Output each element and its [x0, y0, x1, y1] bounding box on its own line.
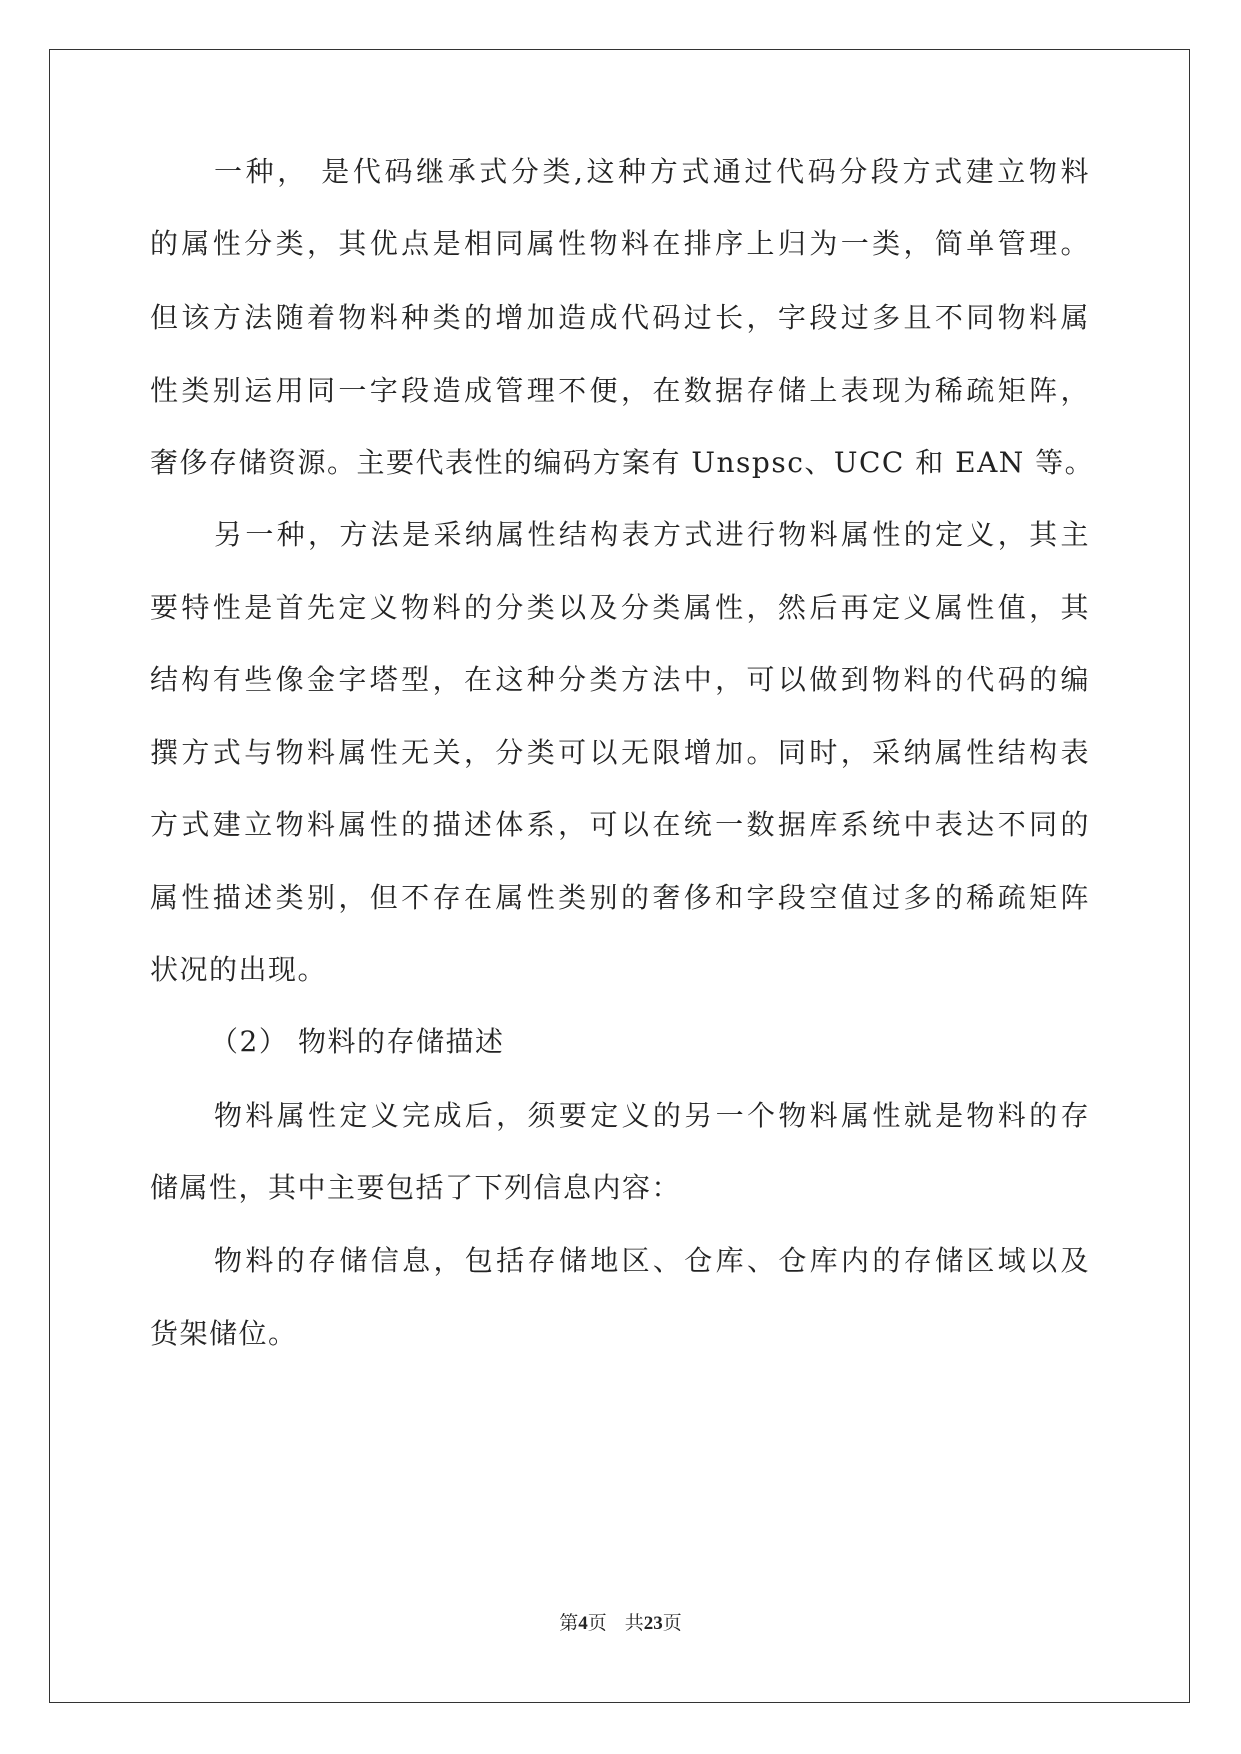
footer-page-number: 4: [578, 1613, 588, 1634]
section-heading-number: （2）: [210, 1025, 289, 1058]
section-heading: [210, 1022, 505, 1062]
paragraph-3-line-2: 储属性，其中主要包括了下列信息内容：: [150, 1171, 682, 1204]
footer-total-prefix: 共: [624, 1612, 644, 1634]
paragraph-2-line-7: 状况的出现。: [150, 953, 328, 986]
paragraph-2-line-1: 另一种，方法是采纳属性结构表方式进行物料属性的定义，其主: [214, 518, 1090, 551]
paragraph-1-line-2: 的属性分类，其优点是相同属性物料在排序上归为一类，简单管理。: [150, 227, 1090, 260]
footer-prefix: 第: [559, 1612, 579, 1634]
paragraph-2-line-2: 要特性是首先定义物料的分类以及分类属性，然后再定义属性值，其: [150, 591, 1090, 624]
paragraph-2-line-5: 方式建立物料属性的描述体系，可以在统一数据库系统中表达不同的: [150, 808, 1090, 841]
paragraph-1-line-4: 性类别运用同一字段造成管理不便，在数据存储上表现为稀疏矩阵，: [150, 374, 1090, 407]
paragraph-1-line-1: 一种， 是代码继承式分类,这种方式通过代码分段方式建立物料: [214, 155, 1090, 188]
paragraph-3-line-1: 物料属性定义完成后，须要定义的另一个物料属性就是物料的存: [214, 1099, 1090, 1132]
footer-total-unit: 页: [662, 1612, 682, 1634]
paragraph-2-line-6: 属性描述类别，但不存在属性类别的奢侈和字段空值过多的稀疏矩阵: [150, 881, 1090, 914]
paragraph-1-line-3: 但该方法随着物料种类的增加造成代码过长，字段过多且不同物料属: [150, 301, 1090, 334]
page-footer: [0, 1611, 1241, 1636]
section-heading-text: 物料的存储描述: [298, 1025, 505, 1058]
footer-total-pages: 23: [643, 1613, 663, 1634]
paragraph-2-line-3: 结构有些像金字塔型，在这种分类方法中，可以做到物料的代码的编: [150, 663, 1090, 696]
footer-page-unit: 页: [587, 1612, 607, 1634]
paragraph-2-line-4: 撰方式与物料属性无关，分类可以无限增加。同时，采纳属性结构表: [150, 736, 1090, 769]
paragraph-4-line-1: 物料的存储信息，包括存储地区、仓库、仓库内的存储区域以及: [214, 1244, 1090, 1277]
paragraph-4-line-2: 货架储位。: [150, 1317, 298, 1350]
paragraph-1-line-5: 奢侈存储资源。主要代表性的编码方案有 Unspsc、UCC 和 EAN 等。: [150, 446, 1095, 479]
